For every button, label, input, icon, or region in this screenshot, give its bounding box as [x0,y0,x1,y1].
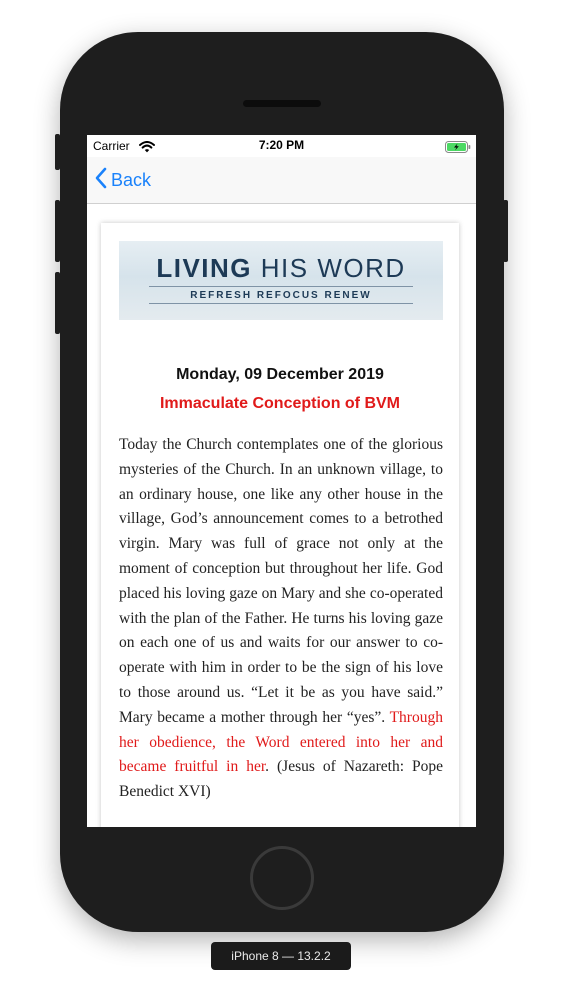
reflection-text-citation: . (Jesus of Nazareth: Pope Benedict XVI) [119,758,443,801]
chevron-left-icon [95,167,107,194]
status-bar [87,135,476,157]
banner-title-bold: LIVING [156,253,253,283]
banner-title-light: HIS WORD [260,253,406,283]
back-button[interactable] [95,167,151,193]
device-screen [87,135,476,827]
earpiece [243,100,321,107]
reflection-text-highlight: Through her obedience, the Word entered into her and became fruitful in her [119,708,443,776]
reflection-text-plain: Today the Church contemplates one of the glorious mysteries of the Church. In an unknown village, to an ordinary house, one like any other house in the village, God’s announcement comes to a betrothed virgin. Mary was full of grace not only at the moment of conception but throughout her life. God placed his loving gaze on Mary and she co-operated with the plan of the Father. He turns his loving gaze on each one of us and waits for our answer to co-operate with him in order to be the sign of his love to those around us. “Let it be as you have said.” Mary became a mother through her “yes”. [119,436,443,726]
banner-divider [149,286,413,287]
power-button [503,200,508,262]
banner-title [119,253,443,284]
volume-down-button [55,272,60,334]
home-button[interactable] [250,846,314,910]
carrier-label: Carrier [93,139,130,153]
volume-up-button [55,200,60,262]
feast-title: Immaculate Conception of BVM [159,395,401,412]
reading-date: Monday, 09 December 2019 [176,366,384,383]
living-his-word-banner [119,241,443,320]
banner-divider [149,303,413,304]
back-button-label: Back [111,169,152,190]
battery-charging-icon [445,140,471,158]
reflection-text [119,433,443,805]
navigation-bar [87,157,476,204]
mute-switch [55,134,60,170]
status-time: 7:20 PM [258,138,305,152]
simulator-device-label: iPhone 8 — 13.2.2 [211,942,351,970]
banner-subtitle: REFRESH REFOCUS RENEW [190,290,372,301]
reading-card [101,223,459,827]
